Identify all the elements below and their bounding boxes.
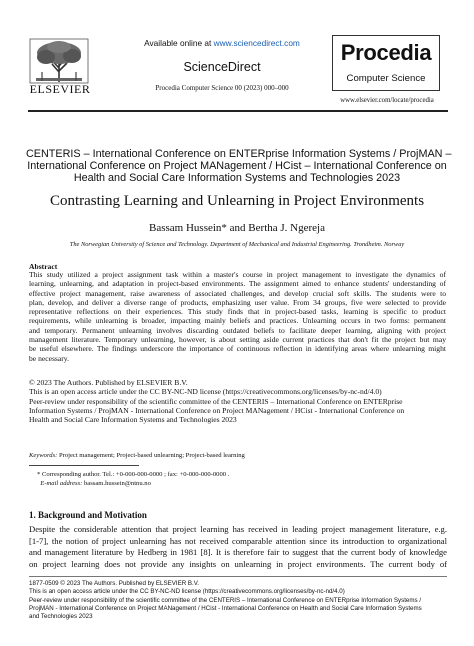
abstract-body <box>29 270 446 363</box>
available-online-label: Available online at <box>144 38 214 48</box>
conference-name <box>26 148 452 184</box>
keywords-text: Project management; Project-based unlearning; Project-based learning <box>57 452 245 459</box>
abstract-line: and temporary. Permanent unlearning involves discarding outdated beliefs to facilitate deeper learning, aligning with project <box>29 325 446 335</box>
email-address[interactable]: bassam.hussein@ntnu.no <box>82 480 151 487</box>
body-line: [1-7], the notion of project unlearning has not received comparable attention since its introduction to organizational <box>29 535 447 546</box>
publisher-name: ELSEVIER <box>29 82 91 96</box>
abstract-heading: Abstract <box>29 262 58 271</box>
procedia-logo-subtitle: Computer Science <box>346 73 426 84</box>
footer-line: 1877-0509 © 2023 The Authors. Published by ELSEVIER B.V. <box>29 580 200 587</box>
sciencedirect-title: ScienceDirect <box>183 60 261 74</box>
email-line <box>37 479 437 488</box>
abstract-line: be necessary. <box>29 353 69 363</box>
keywords <box>29 452 449 459</box>
abstract-line: effective project management, raise awareness of associated challenges, and develop crucial soft skills. The students were to <box>29 288 446 298</box>
license-line: This is an open access article under the CC BY-NC-ND license (https://creativecommons.org/licenses/by-nc-nd/4.0) <box>29 387 382 397</box>
footer-divider <box>29 576 447 577</box>
copyright-block <box>29 378 449 424</box>
peer-review-line: Information Systems / ProjMAN - International Conference on Project MANagement / HCist - International Conference on <box>29 405 405 415</box>
conference-line: International Conference on Project MANagement / HCist – International Conference on <box>27 160 447 172</box>
conference-line: CENTERIS – International Conference on ENTERprise Information Systems / ProjMAN – <box>26 148 452 160</box>
paper-authors: Bassam Hussein* and Bertha J. Ngereja <box>149 222 325 234</box>
footer-line: and Technologies 2023 <box>29 613 93 621</box>
email-label: E-mail address: <box>40 480 83 487</box>
contact-line: * Corresponding author. Tel.: +0-000-000-0000 ; fax: +0-000-000-0000 . <box>37 471 230 478</box>
abstract-line: learning, unlearning, and adaptation in project-based environments. The assignment aimed to enhance students' understanding of <box>29 279 446 289</box>
section-body <box>29 524 447 571</box>
available-online-line <box>122 38 322 48</box>
footer-line: ProjMAN - International Conference on Project MANagement / HCist - International Conference on Health and Social Care Information Systems <box>29 604 422 612</box>
journal-citation: Procedia Computer Science 00 (2023) 000–000 <box>155 84 289 92</box>
paper-title: Contrasting Learning and Unlearning in Project Environments <box>49 193 425 209</box>
abstract-line: be useful elsewhere. The findings underscore the importance of continuous reflection in identifying areas where unlearning might <box>29 344 446 354</box>
corresponding-author-footnote <box>37 470 437 488</box>
conference-line: Health and Social Care Information Systems and Technologies 2023 <box>73 172 401 184</box>
abstract-line: This study utilized a project assignment task within a master's course in project management to investigate the dynamics of <box>29 270 446 279</box>
peer-review-line: Peer-review under responsibility of the scientific committee of the CENTERIS – International Conference on ENTERprise <box>29 396 403 406</box>
copyright-line: © 2023 The Authors. Published by ELSEVIER B.V. <box>29 378 188 387</box>
keywords-label: Keywords: <box>29 452 58 459</box>
body-line: on project learning does not provide any insights on unlearning in project environments. The current body of <box>29 559 447 570</box>
author-affiliation: The Norwegian University of Science and Technology. Department of Mechanical and Industrial Engineering. Trondheim. Norway <box>69 241 405 248</box>
footer-line: This is an open access article under the CC BY-NC-ND license (https://creativecommons.org/licenses/by-nc-nd/4.0) <box>29 588 345 596</box>
body-line: Despite the considerable attention that project learning has received in leading project management literature, e.g. <box>29 524 447 534</box>
footnote-divider <box>29 465 139 466</box>
footer-line: Peer-review under responsibility of the scientific committee of the CENTERIS – International Conference on ENTERprise Information Systems / <box>29 596 422 604</box>
journal-url[interactable]: www.elsevier.com/locate/procedia <box>340 97 434 104</box>
section-heading: 1. Background and Motivation <box>29 510 147 520</box>
sciencedirect-link[interactable]: www.sciencedirect.com <box>213 38 300 48</box>
body-line: and management literature by Hedberg in 1981 [8]. It is therefore fair to suggest that the current body of knowledge <box>29 547 447 558</box>
procedia-logo-word: Procedia <box>340 40 432 65</box>
abstract-line: requirements, while unlearning is broader, impacting mainly beliefs and practices. Unlearning occurs in two forms: permanent <box>29 316 446 326</box>
header-divider <box>28 110 448 112</box>
abstract-line: representative reflections on their experiences. This study finds that in project-based tasks, learning is specific to product <box>29 307 446 317</box>
peer-review-line: Health and Social Care Information Systems and Technologies 2023 <box>29 415 237 425</box>
abstract-line: plan, develop, and deliver a diverse range of products, emphasizing user value. From 34 groups, five were selected to provide <box>29 297 446 307</box>
abstract-line: management literature. Temporary unlearning, however, is about setting aside current practices that don't fit the project but may <box>29 335 446 345</box>
page-footer <box>29 580 449 621</box>
